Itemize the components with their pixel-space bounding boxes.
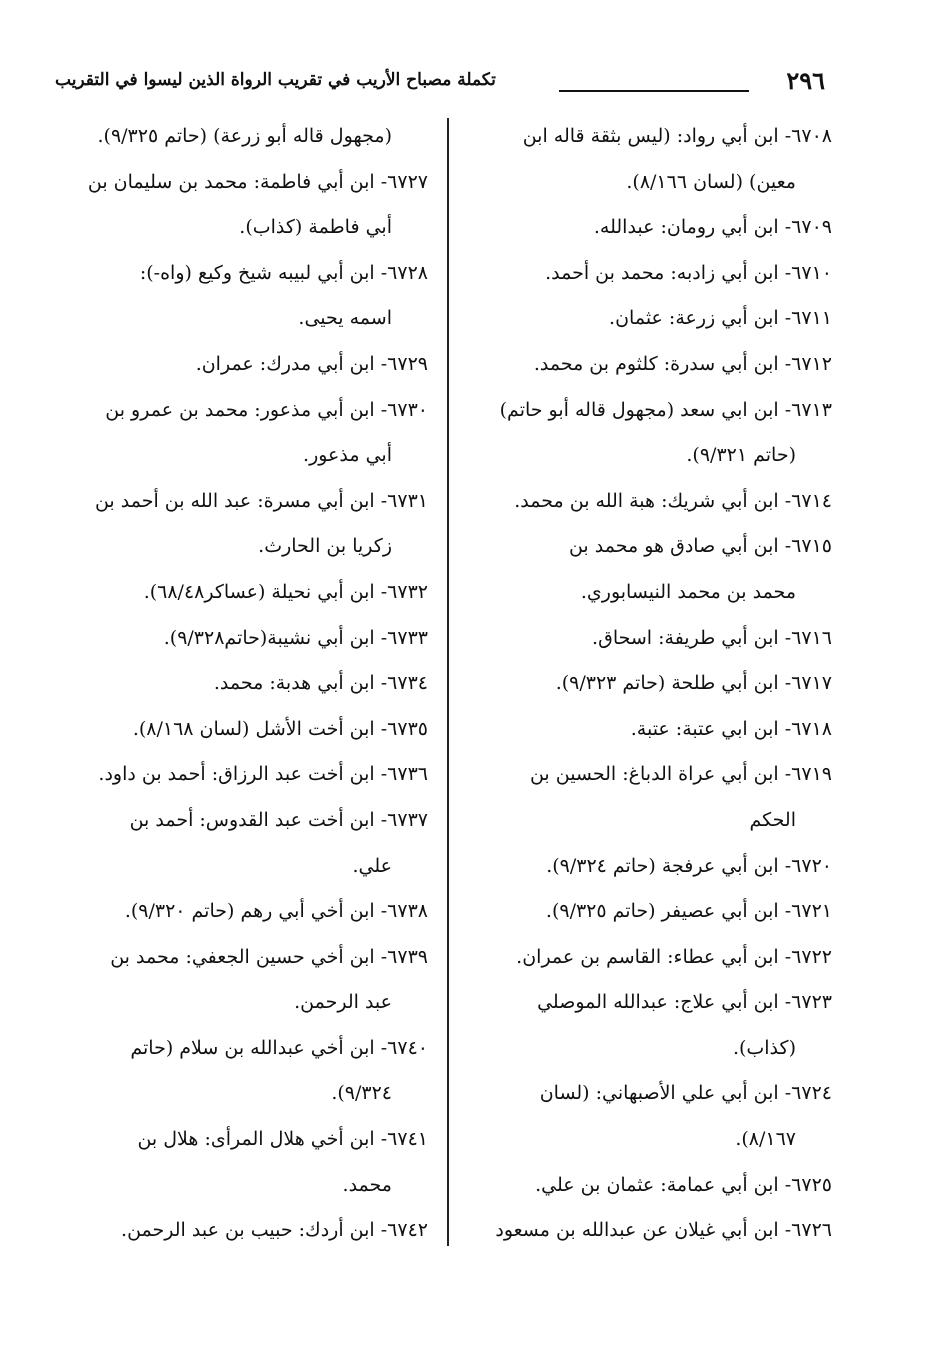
- entry-line: ٦٧١٤- ابن أبي شريك: هبة الله بن محمد.: [514, 489, 832, 512]
- entry-line: ٦٧١٢- ابن أبي سدرة: كلثوم بن محمد.: [533, 352, 832, 375]
- entry-line: محمد.: [342, 1173, 392, 1196]
- entry-line: ٦٧٢١- ابن أبي عصيفر (حاتم ٩/٣٢٥).: [545, 900, 832, 923]
- entry-line: ٦٧٣١- ابن أبي مسرة: عبد الله بن أحمد بن: [94, 489, 428, 512]
- entry-line: (حاتم ٩/٣٢١).: [686, 444, 796, 467]
- entry-line: ٦٧٢٧- ابن أبي فاطمة: محمد بن سليمان بن: [87, 170, 428, 193]
- page-header: [55, 66, 827, 106]
- entry-line: ٦٧٣٩- ابن أخي حسين الجعفي: محمد بن: [110, 945, 428, 968]
- page-number: ٢٩٦: [786, 66, 825, 95]
- entry-line: ٦٧٢٥- ابن أبي عمامة: عثمان بن علي.: [535, 1173, 832, 1196]
- entry-line: ٦٧١٥- ابن أبي صادق هو محمد بن: [568, 535, 832, 558]
- entry-line: ٦٧١٣- ابن ابي سعد (مجهول قاله أبو حاتم): [499, 398, 832, 421]
- entry-line: معين) (لسان ٨/١٦٦).: [626, 170, 796, 193]
- entry-line: ٦٧٣٤- ابن أبي هدبة: محمد.: [213, 672, 428, 695]
- entry-line: ٦٧٠٩- ابن أبي رومان: عبدالله.: [593, 216, 832, 239]
- entry-line: ٦٧٣٠- ابن أبي مذعور: محمد بن عمرو بن: [105, 398, 428, 421]
- running-title: تكملة مصباح الأريب في تقريب الرواة الذين ليسوا في التقريب: [55, 70, 496, 90]
- entry-line: ٦٧٣٣- ابن أبي نشيبة(حاتم٩/٣٢٨).: [163, 626, 428, 649]
- entry-line: ٦٧٢٩- ابن أبي مدرك: عمران.: [195, 352, 428, 375]
- entry-line: زكريا بن الحارث.: [258, 535, 392, 558]
- entry-line: اسمه يحيى.: [298, 307, 392, 330]
- entry-line: ٦٧١٩- ابن أبي عراة الدباغ: الحسين بن: [529, 763, 832, 786]
- header-rule: [559, 90, 749, 92]
- entry-line: أبي مذعور.: [303, 444, 392, 467]
- entry-line: عبد الرحمن.: [294, 991, 392, 1014]
- entry-line: ٦٧٣٦- ابن أخت عبد الرزاق: أحمد بن داود.: [98, 763, 428, 786]
- entry-line: ٦٧١١- ابن أبي زرعة: عثمان.: [609, 307, 832, 330]
- right-column: [470, 114, 832, 1254]
- entry-line: ٨/١٦٧).: [735, 1128, 796, 1151]
- entry-line: ٦٧٢٢- ابن أبي عطاء: القاسم بن عمران.: [516, 945, 832, 968]
- entry-line: (كذاب).: [732, 1036, 796, 1059]
- entry-line: ٦٧١٠- ابن أبي زادبه: محمد بن أحمد.: [545, 261, 832, 284]
- entry-line: ٦٧٢٨- ابن أبي لبيبه شيخ وكيع (واه-):: [139, 261, 428, 284]
- entry-line: محمد بن محمد النيسابوري.: [580, 580, 796, 603]
- column-divider: [447, 118, 449, 1246]
- entry-line: ٦٧٢٣- ابن أبي علاج: عبدالله الموصلي: [537, 991, 832, 1014]
- entry-line: ٦٧٣٨- ابن أخي أبي رهم (حاتم ٩/٣٢٠).: [124, 900, 428, 923]
- entry-line: ٦٧١٦- ابن أبي طريفة: اسحاق.: [592, 626, 832, 649]
- entry-line: ٦٧٣٧- ابن أخت عبد القدوس: أحمد بن: [129, 808, 428, 831]
- entry-line: ٦٧١٨- ابن ابي عتبة: عتبة.: [630, 717, 832, 740]
- entry-line: ٦٧٢٠- ابن أبي عرفجة (حاتم ٩/٣٢٤).: [546, 854, 832, 877]
- entry-line: ٦٧٠٨- ابن أبي رواد: (ليس بثقة قاله ابن: [522, 125, 832, 147]
- entry-line: ٦٧٢٦- ابن أبي غيلان عن عبدالله بن مسعود: [495, 1219, 832, 1242]
- entry-line: ٦٧٤٠- ابن أخي عبدالله بن سلام (حاتم: [130, 1036, 428, 1059]
- entry-line: ٦٧٣٢- ابن أبي نحيلة (عساكر٦٨/٤٨).: [143, 580, 428, 603]
- entry-line: ٦٧٣٥- ابن أخت الأشل (لسان ٨/١٦٨).: [132, 717, 428, 740]
- entry-line: الحكم: [749, 808, 796, 831]
- entry-line: علي.: [352, 854, 392, 877]
- left-column: [66, 114, 428, 1254]
- entry-line: ٦٧١٧- ابن أبي طلحة (حاتم ٩/٣٢٣).: [555, 672, 832, 695]
- entry-line: ٦٧٤١- ابن أخي هلال المرأى: هلال بن: [137, 1128, 428, 1151]
- entry-line: (مجهول قاله أبو زرعة) (حاتم ٩/٣٢٥).: [97, 125, 392, 147]
- entry-line: ٦٧٢٤- ابن أبي علي الأصبهاني: (لسان: [539, 1082, 832, 1105]
- entry-line: ٩/٣٢٤).: [331, 1082, 392, 1105]
- entry-line: أبي فاطمة (كذاب).: [239, 216, 392, 239]
- entry-line: ٦٧٤٢- ابن أردك: حبيب بن عبد الرحمن.: [121, 1219, 428, 1242]
